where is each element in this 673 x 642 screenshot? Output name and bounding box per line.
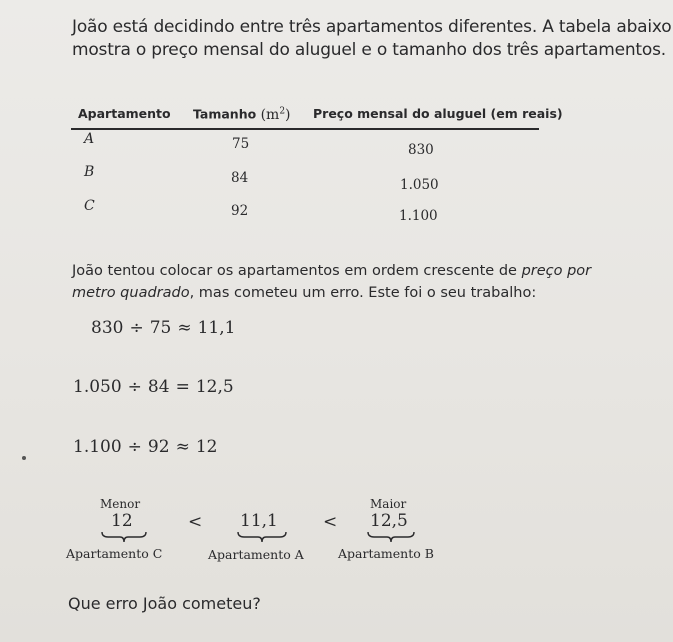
equation-2: [73, 377, 234, 397]
eq2-rel: =: [175, 377, 190, 397]
value-apartamento-a: 11,1: [240, 511, 278, 531]
eq1-dividend: 830: [91, 318, 124, 338]
eq3-result: 12: [195, 437, 218, 457]
equation-1: [91, 318, 235, 338]
eq3-divisor: 92: [147, 437, 170, 457]
eq2-result: 12,5: [195, 377, 234, 397]
underbrace-2: [236, 530, 288, 544]
row-c-tamanho: 92: [231, 203, 249, 219]
label-menor: Menor: [100, 497, 141, 511]
para-part-4: , mas cometeu um erro. Este foi o seu trabalho:: [189, 285, 537, 301]
row-a-tamanho: 75: [232, 136, 250, 152]
row-b-tamanho: 84: [231, 170, 249, 186]
para-part-3: metro quadrado: [72, 285, 190, 301]
equation-3: [73, 437, 217, 457]
label-apartamento-c: Apartamento C: [66, 546, 163, 561]
eq1-result: 11,1: [197, 318, 236, 338]
eq1-divisor: 75: [149, 318, 172, 338]
smudge-dot: [22, 456, 26, 460]
eq3-rel: ≈: [175, 437, 190, 457]
header-unit-base: (m: [260, 106, 280, 123]
row-c-apartamento: C: [84, 198, 95, 214]
header-apartamento: Apartamento: [78, 106, 171, 121]
intro-line-2: mostra o preço mensal do aluguel e o tamanho dos três apartamentos.: [72, 40, 666, 60]
eq1-rel: ≈: [177, 318, 192, 338]
label-apartamento-a: Apartamento A: [208, 547, 304, 562]
underbrace-3: [366, 530, 416, 544]
row-a-apartamento: A: [84, 131, 95, 147]
header-tamanho-label: Tamanho: [193, 106, 257, 122]
intro-text: [72, 16, 672, 62]
task-paragraph: [72, 260, 662, 304]
eq2-divisor: 84: [147, 377, 170, 397]
row-b-preco: 1.050: [400, 177, 439, 193]
eq3-op: ÷: [127, 437, 142, 457]
label-apartamento-b: Apartamento B: [338, 546, 434, 561]
header-tamanho: [193, 106, 291, 123]
table-header-rule: [71, 128, 539, 130]
underbrace-1: [100, 530, 148, 544]
value-apartamento-c: 12: [111, 511, 133, 531]
value-apartamento-b: 12,5: [370, 511, 408, 531]
less-than-2: <: [323, 512, 338, 532]
header-preco: Preço mensal do aluguel (em reais): [313, 106, 563, 121]
para-part-1: João tentou colocar os apartamentos em ordem crescente de: [72, 263, 522, 279]
eq2-dividend: 1.050: [73, 377, 122, 397]
label-maior: Maior: [370, 497, 407, 511]
less-than-1: <: [188, 512, 203, 532]
header-unit-close: ): [285, 106, 291, 123]
para-part-2: preço por: [521, 263, 592, 279]
question-text: Que erro João cometeu?: [68, 594, 261, 613]
row-a-preco: 830: [408, 142, 434, 158]
row-c-preco: 1.100: [399, 208, 438, 224]
eq1-op: ÷: [129, 318, 144, 338]
eq2-op: ÷: [127, 377, 142, 397]
row-b-apartamento: B: [84, 164, 95, 180]
intro-line-1: João está decidindo entre três apartamentos diferentes. A tabela abaixo: [72, 17, 672, 37]
eq3-dividend: 1.100: [73, 437, 122, 457]
header-unit-exp: 2: [279, 106, 286, 116]
